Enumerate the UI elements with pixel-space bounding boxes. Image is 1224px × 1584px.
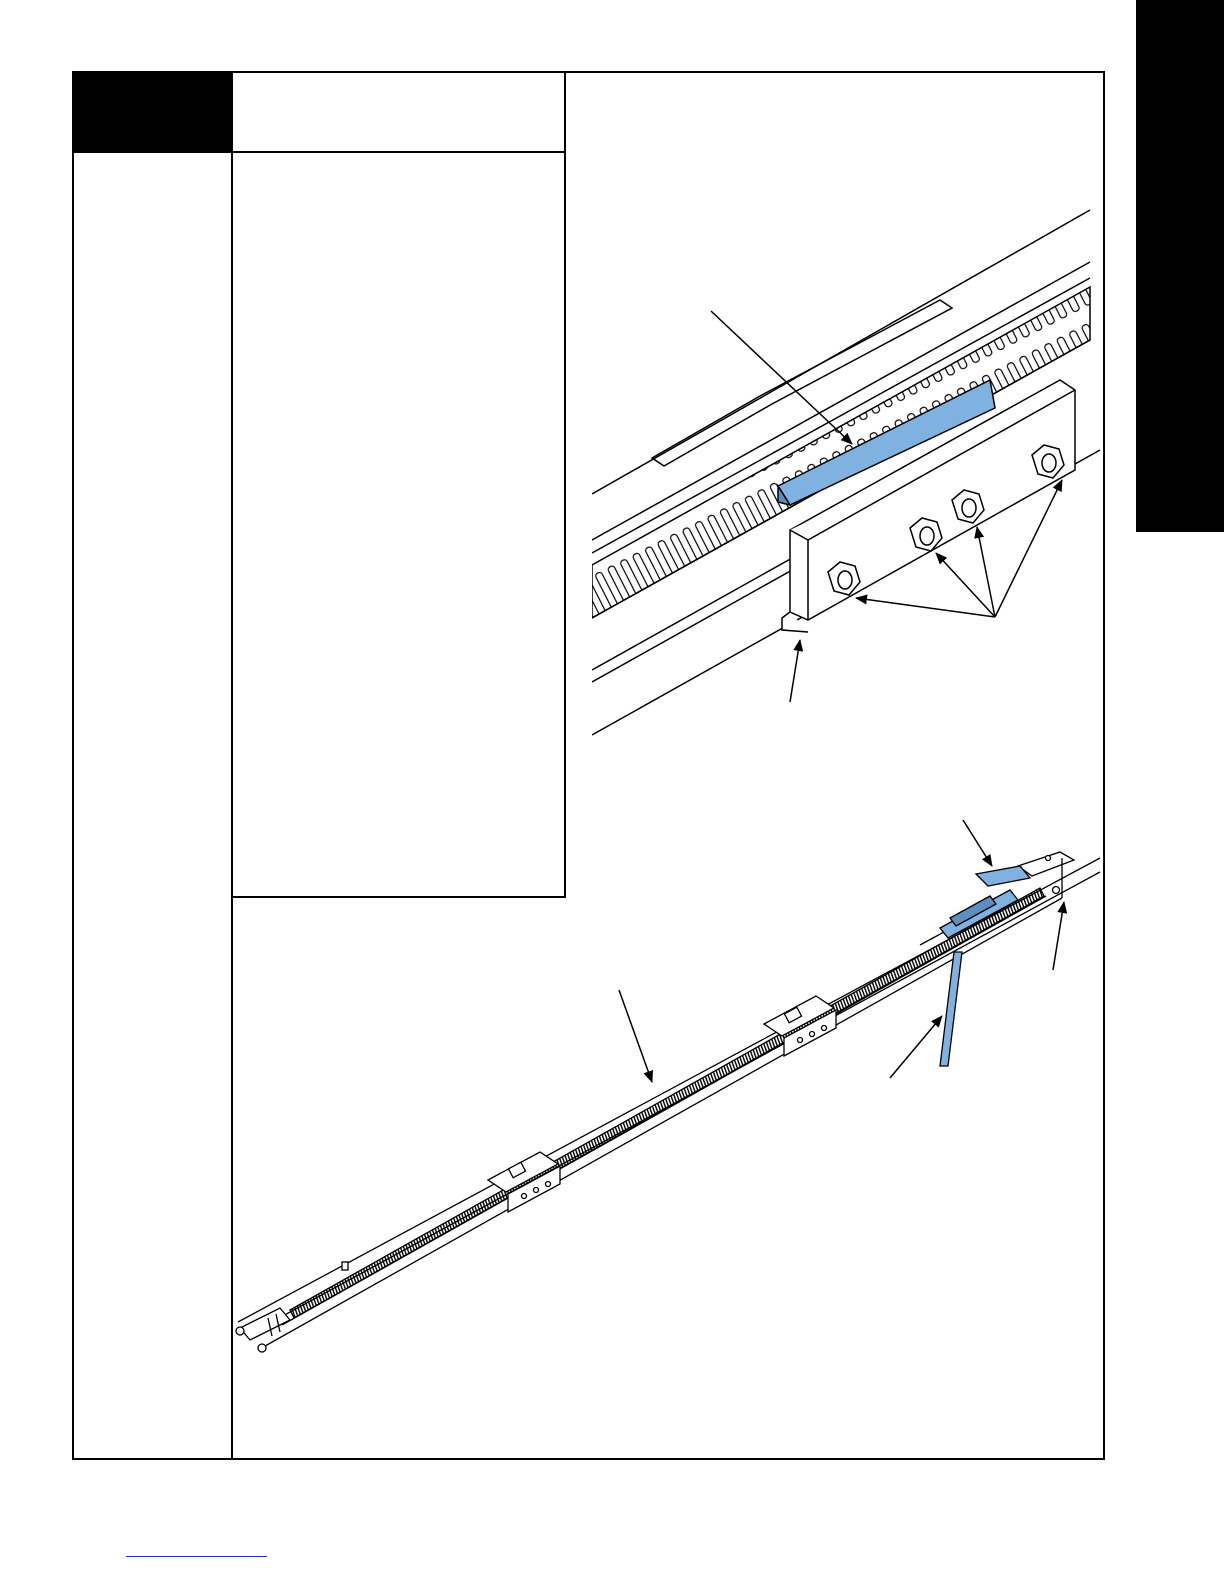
figure-2-callouts <box>619 820 1064 1082</box>
callout-nut-arrow-3 <box>977 527 995 617</box>
callout-rail-arrow <box>619 990 652 1082</box>
callout-nut-arrow-2 <box>936 553 995 617</box>
callout-insert-arrow <box>711 311 852 444</box>
callout-tag-arrow <box>963 820 992 866</box>
callout-end-arrow <box>1053 902 1064 970</box>
figure-rail-assembly <box>236 852 1100 1352</box>
footer-link-underline[interactable] <box>126 1556 267 1557</box>
rail-bottom-line <box>258 898 1062 1350</box>
callout-arm-arrow <box>890 1016 942 1078</box>
rail-front-end <box>236 1262 348 1352</box>
release-arm <box>940 952 962 1066</box>
warning-tag <box>976 866 1030 886</box>
belt-lower <box>282 896 1046 1325</box>
rail-belt <box>290 888 1044 1318</box>
callout-bracket-arrow <box>790 640 800 702</box>
callout-nut-arrow-1 <box>856 598 995 617</box>
